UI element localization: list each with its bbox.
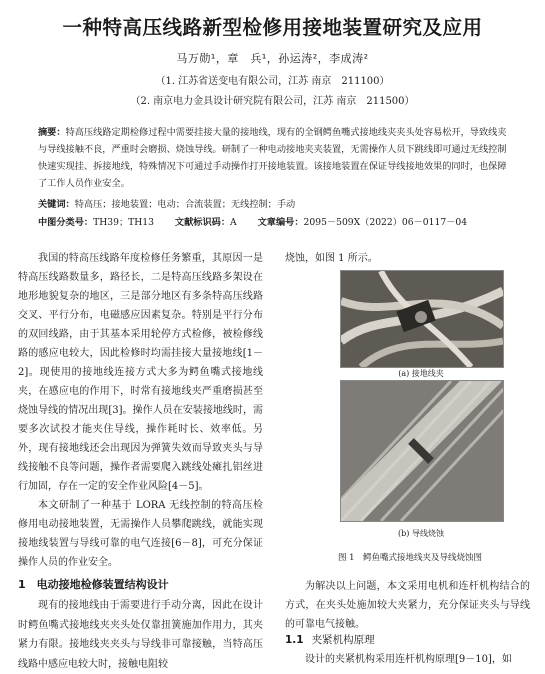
abstract <box>38 124 510 192</box>
abstract-text: 特高压线路定期检修过程中需要挂接大量的接地线，现有的全钢鳄鱼嘴式接地线夹夹头处容易松开，导致线夹与导线接触不良，严重时会磨损、烧蚀导线。研制了一种电动接地夹夹装置，无需操作人员下跳线即可通过无线控制快速实现挂、拆接地线，特殊情况下可通过手动操作打开接地装置。该接地装置在保证导线接地效果的同时，也保障了工作人员作业安全。 <box>38 127 507 189</box>
keywords-label: 关键词： <box>38 199 75 210</box>
subsection-1-1-heading <box>285 632 375 647</box>
intro-paragraph-1: 我国的特高压线路年度检修任务繁重，其原因一是特高压线路数量多，路径长，二是特高压线路多架设在地形地貌复杂的地区，三是部分地区有多条特高压线路交叉、平行分布，电磁感应因素复杂。特别是平行分布的双回线路，由于其基本采用轮停方式检修，被检修线路的感应电较大，因此检修时均需挂接大量接地线[1－2]。现使用的接地线连接方式大多为鳄鱼嘴式接地线夹，在感应电的作用下，时常有接地线夹严重磨损甚至烧蚀导线的情况出现[3]。操作人员在安装接地线时，需要多次试投才能夹住导线，操作耗时长、效率低。另外，现有接地线还会出现因为弹簧失效而导致夹头与导线接触不良等问题，操作者需要爬入跳线处瘫扎铝丝进行加固，存在一定的安全作业风险[4－5]。 <box>18 253 263 492</box>
subsection-1-1-paragraph: 设计的夹紧机构采用连杆机构原理[9－10]，如 <box>305 654 512 665</box>
article-number-value: 2095－509X（2022）06－0117－04 <box>303 217 468 228</box>
affiliation-2: （2. 南京电力金具设计研究院有限公司，江苏 南京 211500） <box>130 96 415 107</box>
intro-column <box>18 249 263 572</box>
figure-1b-caption: (b) 导线烧蚀 <box>398 529 444 538</box>
abstract-label: 摘要： <box>38 127 66 138</box>
clc-label: 中图分类号： <box>38 217 94 228</box>
column-2-top-text: 烧蚀，如图 1 所示。 <box>285 253 378 264</box>
intro-paragraph-2: 本文研制了一种基于 LORA 无线控制的特高压检修用电动接地装置，无需操作人员攀爬跳线，就能实现接地线装置与导线可靠的电气连接[6－8]，可充分保证操作人员的作业安全。 <box>18 500 263 568</box>
subsection-title: 夹紧机构原理 <box>311 634 375 646</box>
subsection-number: 1.1 <box>285 634 304 646</box>
keywords <box>38 196 510 210</box>
column-2-paragraph: 为解决以上问题，本文采用电机和连杆机构结合的方式，在夹头处施加较大夹紧力，充分保证夹头与导线的可靠电气接触。 <box>285 581 530 630</box>
article-number-label: 文章编号： <box>257 217 304 228</box>
figure-1b-image <box>340 380 504 522</box>
clc-value: TH39；TH13 <box>93 217 154 228</box>
figure-1a-caption: (a) 接地线夹 <box>398 369 444 378</box>
keywords-text: 特高压；接地装置；电动；合流装置；无线控制；手动 <box>74 199 296 210</box>
paper-title: 一种特高压线路新型检修用接地装置研究及应用 <box>62 16 483 39</box>
classification-line <box>38 214 510 228</box>
authors: 马万勋¹，章 兵¹，孙运涛²，李成涛² <box>176 52 369 65</box>
column-2-body <box>285 577 530 634</box>
figure-1a-image <box>340 270 504 368</box>
affiliation-1: （1. 江苏省送变电有限公司，江苏 南京 211100） <box>155 76 390 87</box>
doc-code-label: 文献标识码： <box>174 217 231 228</box>
doc-code-value: A <box>230 217 237 228</box>
section-1-heading: 1 电动接地检修装置结构设计 <box>18 578 169 591</box>
section-1-paragraph: 现有的接地线由于需要进行手动分离，因此在设计时鳄鱼嘴式接地线夹夹头处仅靠扭簧施加作用力，其夹紧力有限。接地线夹夹头与导线非可靠接触，当特高压线路中感应电较大时，接触电阻较 <box>18 600 263 670</box>
section-1-body <box>18 596 263 674</box>
figure-1-caption: 图 1 鳄鱼嘴式接地线夹及导线烧蚀图 <box>337 553 483 563</box>
